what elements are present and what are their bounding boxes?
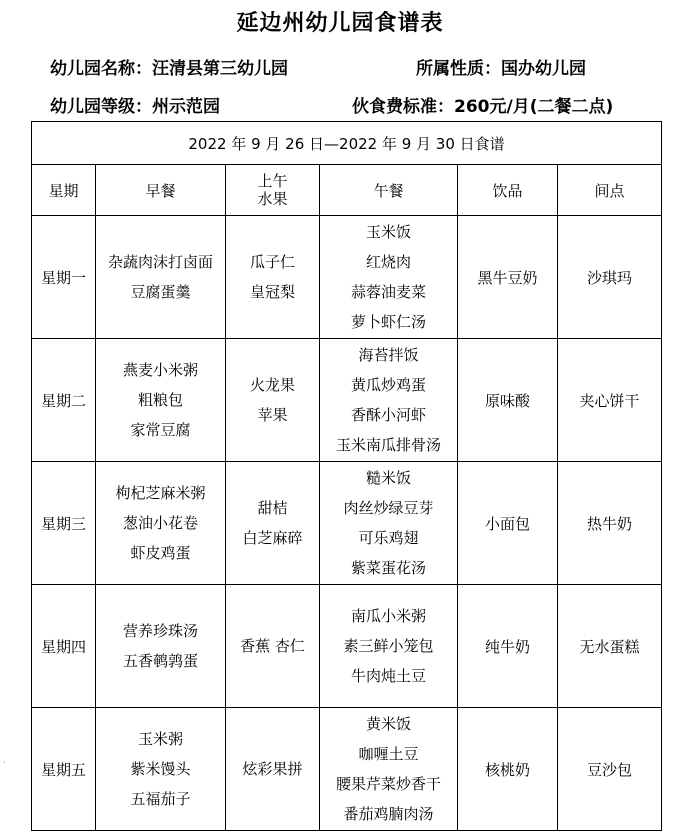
header-fruit (226, 165, 320, 216)
lunch-cell-item: 萝卜虾仁汤 (350, 313, 426, 331)
fruit-cell-item: 瓜子仁 (249, 253, 295, 271)
fruit-cell-item: 香蕉 杏仁 (240, 637, 305, 655)
fruit-cell-item: 白芝麻碎 (242, 529, 303, 547)
header-fruit-line-2: 水果 (257, 190, 288, 208)
menu-date-range: 2022 年 9 月 26 日—2022 年 9 月 30 日食谱 (32, 122, 662, 165)
header-day: 星期 (32, 165, 96, 216)
lunch-cell-item: 牛肉炖土豆 (350, 667, 426, 685)
breakfast-cell (96, 585, 226, 708)
snack-cell: 沙琪玛 (558, 216, 662, 339)
breakfast-cell-item: 杂蔬肉沫打卤面 (107, 253, 213, 271)
table-row (32, 462, 662, 585)
fruit-cell-item: 甜桔 (257, 499, 288, 517)
breakfast-cell-item: 五福茄子 (130, 790, 191, 808)
fruit-cell (226, 339, 320, 462)
lunch-cell-item: 玉米南瓜排骨汤 (335, 436, 441, 454)
lunch-cell-item: 蒜蓉油麦菜 (350, 283, 426, 301)
lunch-cell-item: 红烧肉 (365, 253, 411, 271)
table-row (32, 216, 662, 339)
breakfast-cell-item: 燕麦小米粥 (122, 361, 198, 379)
lunch-cell-item: 腰果芹菜炒香干 (335, 775, 441, 793)
table-row (32, 585, 662, 708)
lunch-cell-item: 素三鲜小笼包 (343, 637, 434, 655)
drink-cell: 纯牛奶 (458, 585, 558, 708)
lunch-cell (320, 585, 458, 708)
lunch-cell-item: 糙米饭 (365, 469, 411, 487)
header-breakfast: 早餐 (96, 165, 226, 216)
fruit-cell (226, 462, 320, 585)
fruit-cell-item: 火龙果 (249, 376, 295, 394)
breakfast-cell-item: 枸杞芝麻米粥 (115, 484, 206, 502)
day-cell: 星期三 (32, 462, 96, 585)
lunch-cell-item: 黄瓜炒鸡蛋 (350, 376, 426, 394)
lunch-cell (320, 708, 458, 831)
lunch-cell-item: 咖喱土豆 (358, 745, 419, 763)
fruit-cell-item: 炫彩果拼 (242, 760, 303, 778)
lunch-cell-item: 番茄鸡腩肉汤 (343, 805, 434, 823)
table-row (32, 708, 662, 831)
snack-cell: 热牛奶 (558, 462, 662, 585)
breakfast-cell-item: 玉米粥 (137, 730, 183, 748)
lunch-cell (320, 462, 458, 585)
breakfast-cell-item: 豆腐蛋羹 (130, 283, 191, 301)
lunch-cell-item: 南瓜小米粥 (350, 607, 426, 625)
table-row (32, 339, 662, 462)
drink-cell: 原味酸 (458, 339, 558, 462)
header-drink: 饮品 (458, 165, 558, 216)
kindergarten-level: 幼儿园等级：州示范园 (50, 97, 220, 117)
kindergarten-type: 所属性质：国办幼儿园 (416, 59, 586, 79)
day-cell: 星期一 (32, 216, 96, 339)
snack-cell: 豆沙包 (558, 708, 662, 831)
drink-cell: 小面包 (458, 462, 558, 585)
breakfast-cell-item: 葱油小花卷 (122, 514, 198, 532)
meal-fee-standard: 伙食费标准：260元/月(二餐二点) (352, 97, 614, 117)
day-cell: 星期五 (32, 708, 96, 831)
lunch-cell-item: 肉丝炒绿豆芽 (343, 499, 434, 517)
lunch-cell-item: 玉米饭 (365, 223, 411, 241)
lunch-cell-item: 海苔拌饭 (358, 346, 419, 364)
snack-cell: 夹心饼干 (558, 339, 662, 462)
header-row (32, 165, 662, 216)
header-lunch: 午餐 (320, 165, 458, 216)
menu-table (31, 121, 662, 831)
fruit-cell (226, 708, 320, 831)
drink-cell: 核桃奶 (458, 708, 558, 831)
fruit-cell-item: 皇冠梨 (249, 283, 295, 301)
kindergarten-name: 幼儿园名称：汪清县第三幼儿园 (50, 59, 288, 79)
day-cell: 星期四 (32, 585, 96, 708)
breakfast-cell-item: 粗粮包 (137, 391, 183, 409)
header-fruit-line-1: 上午 (257, 172, 288, 190)
page-edge-mark: · (3, 758, 6, 768)
header-snack: 间点 (558, 165, 662, 216)
lunch-cell-item: 紫菜蛋花汤 (350, 559, 426, 577)
breakfast-cell-item: 虾皮鸡蛋 (130, 544, 191, 562)
breakfast-cell-item: 紫米馒头 (130, 760, 191, 778)
breakfast-cell-item: 营养珍珠汤 (122, 622, 198, 640)
lunch-cell-item: 可乐鸡翅 (358, 529, 419, 547)
snack-cell: 无水蛋糕 (558, 585, 662, 708)
breakfast-cell-item: 家常豆腐 (130, 421, 191, 439)
drink-cell: 黑牛豆奶 (458, 216, 558, 339)
fruit-cell (226, 585, 320, 708)
fruit-cell (226, 216, 320, 339)
breakfast-cell (96, 339, 226, 462)
fruit-cell-item: 苹果 (257, 406, 288, 424)
lunch-cell (320, 216, 458, 339)
breakfast-cell (96, 216, 226, 339)
day-cell: 星期二 (32, 339, 96, 462)
breakfast-cell-item: 五香鹌鹑蛋 (122, 652, 198, 670)
breakfast-cell (96, 462, 226, 585)
lunch-cell (320, 339, 458, 462)
lunch-cell-item: 黄米饭 (365, 715, 411, 733)
breakfast-cell (96, 708, 226, 831)
page-title: 延边州幼儿园食谱表 (236, 11, 444, 36)
lunch-cell-item: 香酥小河虾 (350, 406, 426, 424)
